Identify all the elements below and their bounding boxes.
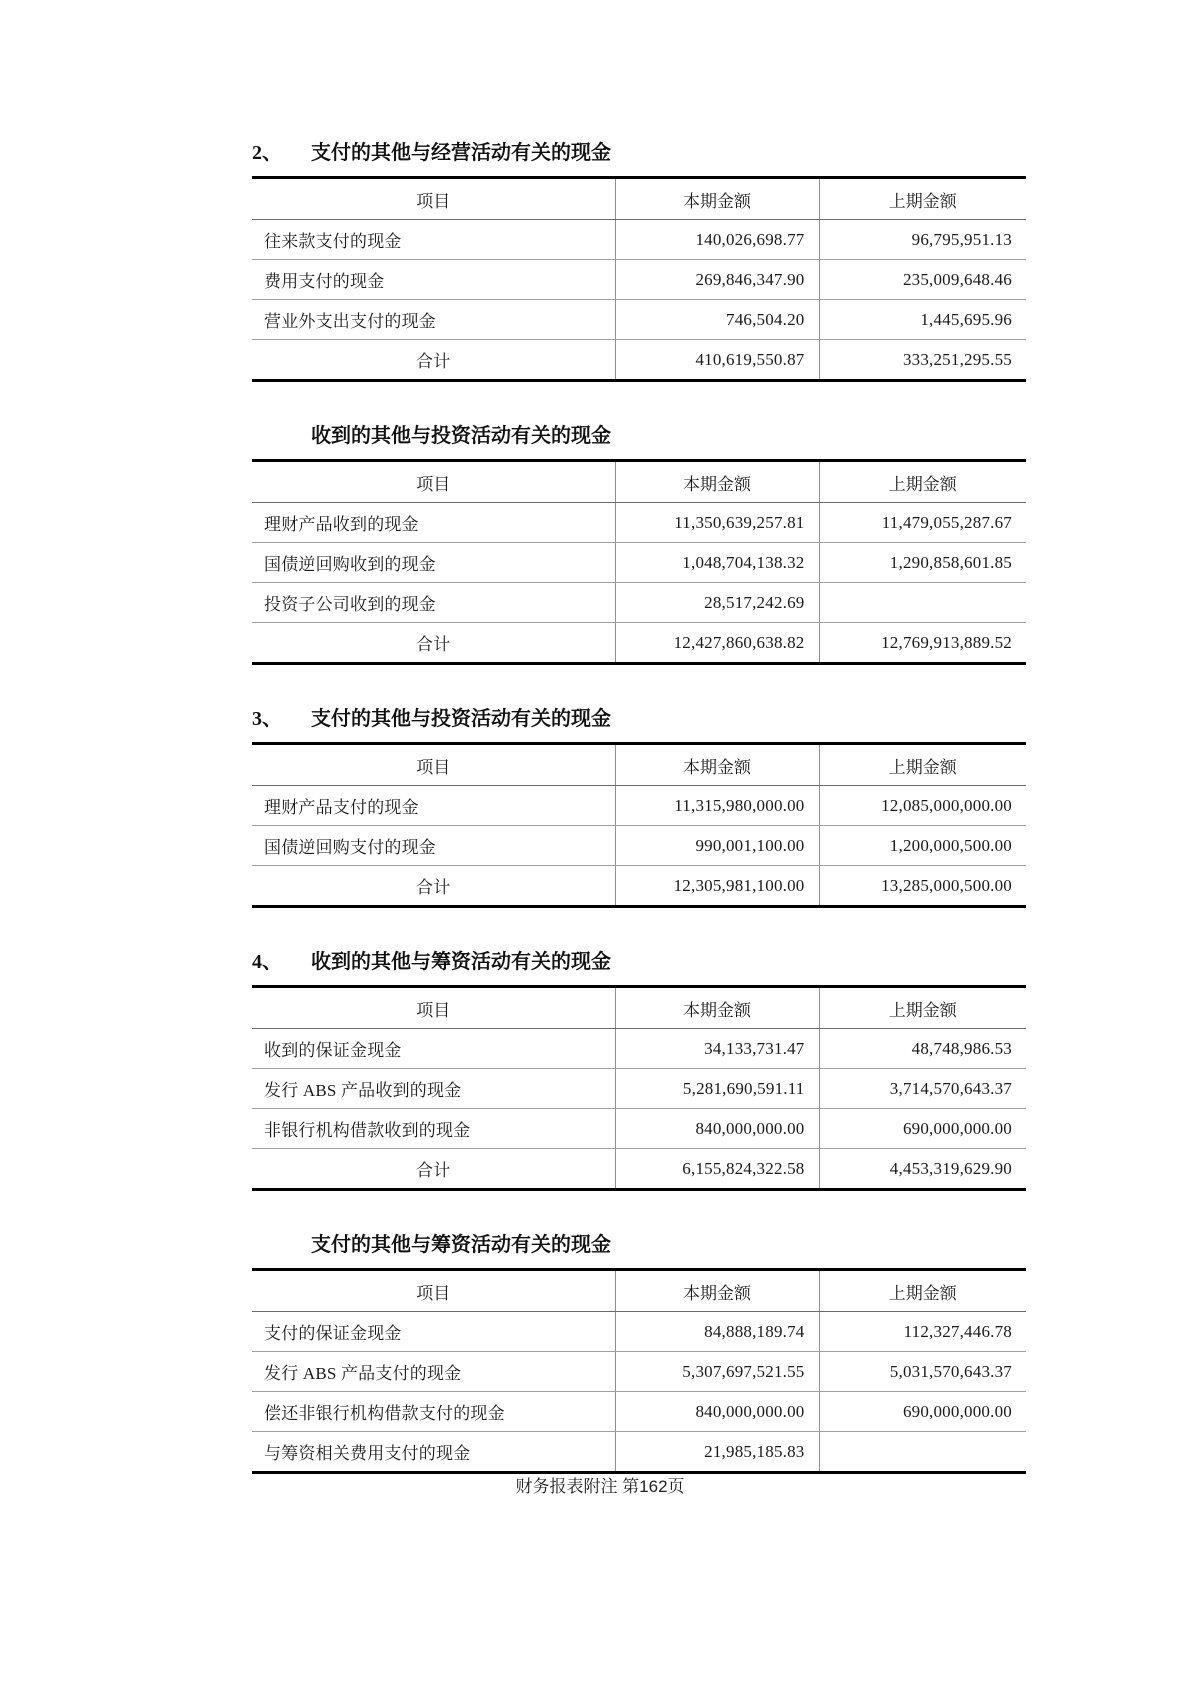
row-label: 偿还非银行机构借款支付的现金 [252,1392,615,1432]
section-heading: 收到的其他与筹资活动有关的现金 [311,951,611,973]
section-heading: 支付的其他与经营活动有关的现金 [311,142,611,164]
value-prior: 48,748,986.53 [819,1029,1026,1069]
row-label: 费用支付的现金 [252,260,615,300]
value-prior: 235,009,648.46 [819,260,1026,300]
table-row [252,1352,1026,1392]
col-header-current: 本期金额 [615,744,819,786]
row-label: 合计 [252,623,615,664]
value-current: 140,026,698.77 [615,220,819,260]
table-row [252,1312,1026,1352]
row-label: 合计 [252,340,615,381]
table-row [252,786,1026,826]
value-current: 410,619,550.87 [615,340,819,381]
table-row [252,1392,1026,1432]
cash-flow-table [252,985,1026,1191]
table-row [252,300,1026,340]
table-header-row [252,987,1026,1029]
col-header-current: 本期金额 [615,178,819,220]
value-prior: 690,000,000.00 [819,1109,1026,1149]
table-header-row [252,461,1026,503]
row-label: 收到的保证金现金 [252,1029,615,1069]
value-prior: 12,769,913,889.52 [881,632,1012,652]
section-paid-financing [252,1235,1026,1474]
col-header-current: 本期金额 [615,987,819,1029]
section-received-investing [252,426,1026,665]
table-row [252,1432,1026,1473]
section-title [252,143,1026,163]
section-title [252,952,1026,972]
col-header-current: 本期金额 [615,461,819,503]
row-label: 理财产品收到的现金 [252,503,615,543]
value-current: 269,846,347.90 [615,260,819,300]
col-header-item: 项目 [252,987,615,1029]
value-current: 990,001,100.00 [615,826,819,866]
table-total-row [252,1149,1026,1190]
table-header-row [252,1270,1026,1312]
row-label: 往来款支付的现金 [252,220,615,260]
value-prior [819,583,1026,623]
row-label: 与筹资相关费用支付的现金 [252,1432,615,1473]
value-prior: 1,200,000,500.00 [819,826,1026,866]
table-header-row [252,744,1026,786]
value-current: 6,155,824,322.58 [615,1149,819,1190]
table-total-row [252,623,1026,664]
row-label: 支付的保证金现金 [252,1312,615,1352]
value-current: 34,133,731.47 [615,1029,819,1069]
value-current: 1,048,704,138.32 [615,543,819,583]
value-current: 5,307,697,521.55 [615,1352,819,1392]
col-header-prior: 上期金额 [819,178,1026,220]
cash-flow-table [252,176,1026,382]
row-label: 合计 [252,1149,615,1190]
value-current: 12,427,860,638.82 [615,623,819,664]
value-prior: 13,285,000,500.00 [881,875,1012,895]
row-label: 投资子公司收到的现金 [252,583,615,623]
table-row [252,583,1026,623]
table-total-row [252,340,1026,381]
value-current: 84,888,189.74 [615,1312,819,1352]
section-number: 3、 [252,708,282,730]
value-prior: 5,031,570,643.37 [819,1352,1026,1392]
section-paid-investing [252,709,1026,908]
table-row [252,1029,1026,1069]
row-label: 非银行机构借款收到的现金 [252,1109,615,1149]
section-title [252,1235,1026,1255]
table-row [252,503,1026,543]
value-current: 12,305,981,100.00 [615,866,819,907]
value-current: 5,281,690,591.11 [615,1069,819,1109]
table-row [252,543,1026,583]
col-header-prior: 上期金额 [819,987,1026,1029]
value-prior: 690,000,000.00 [819,1392,1026,1432]
table-header-row [252,178,1026,220]
section-heading: 支付的其他与投资活动有关的现金 [311,708,611,730]
value-prior: 1,290,858,601.85 [819,543,1026,583]
page-content [252,143,1026,1474]
value-current: 11,315,980,000.00 [615,786,819,826]
section-title [252,709,1026,729]
row-label: 发行 ABS 产品收到的现金 [252,1069,615,1109]
col-header-item: 项目 [252,1270,615,1312]
value-current: 840,000,000.00 [615,1392,819,1432]
cash-flow-table [252,1268,1026,1474]
col-header-prior: 上期金额 [819,1270,1026,1312]
section-heading: 支付的其他与筹资活动有关的现金 [311,1234,611,1256]
row-label: 国债逆回购收到的现金 [252,543,615,583]
section-heading: 收到的其他与投资活动有关的现金 [311,425,611,447]
table-row [252,1109,1026,1149]
value-current: 11,350,639,257.81 [615,503,819,543]
col-header-current: 本期金额 [615,1270,819,1312]
table-row [252,260,1026,300]
value-prior: 11,479,055,287.67 [819,503,1026,543]
cash-flow-table [252,742,1026,908]
value-prior: 1,445,695.96 [819,300,1026,340]
value-prior: 4,453,319,629.90 [889,1158,1012,1178]
col-header-prior: 上期金额 [819,461,1026,503]
value-current: 840,000,000.00 [615,1109,819,1149]
page-footer: 财务报表附注 第162页 [515,1477,685,1496]
table-row [252,1069,1026,1109]
col-header-item: 项目 [252,461,615,503]
table-total-row [252,866,1026,907]
col-header-prior: 上期金额 [819,744,1026,786]
section-received-financing [252,952,1026,1191]
value-prior: 333,251,295.55 [902,349,1012,369]
value-prior [819,1432,1026,1473]
value-prior: 12,085,000,000.00 [819,786,1026,826]
cash-flow-table [252,459,1026,665]
row-label: 发行 ABS 产品支付的现金 [252,1352,615,1392]
table-row [252,220,1026,260]
row-label: 国债逆回购支付的现金 [252,826,615,866]
value-current: 21,985,185.83 [615,1432,819,1473]
col-header-item: 项目 [252,178,615,220]
section-number: 2、 [252,142,282,164]
value-current: 746,504.20 [615,300,819,340]
table-row [252,826,1026,866]
section-title [252,426,1026,446]
row-label: 合计 [252,866,615,907]
value-prior: 96,795,951.13 [819,220,1026,260]
section-number: 4、 [252,951,282,973]
col-header-item: 项目 [252,744,615,786]
row-label: 营业外支出支付的现金 [252,300,615,340]
value-current: 28,517,242.69 [615,583,819,623]
row-label: 理财产品支付的现金 [252,786,615,826]
section-paid-operating [252,143,1026,382]
value-prior: 112,327,446.78 [819,1312,1026,1352]
value-prior: 3,714,570,643.37 [819,1069,1026,1109]
